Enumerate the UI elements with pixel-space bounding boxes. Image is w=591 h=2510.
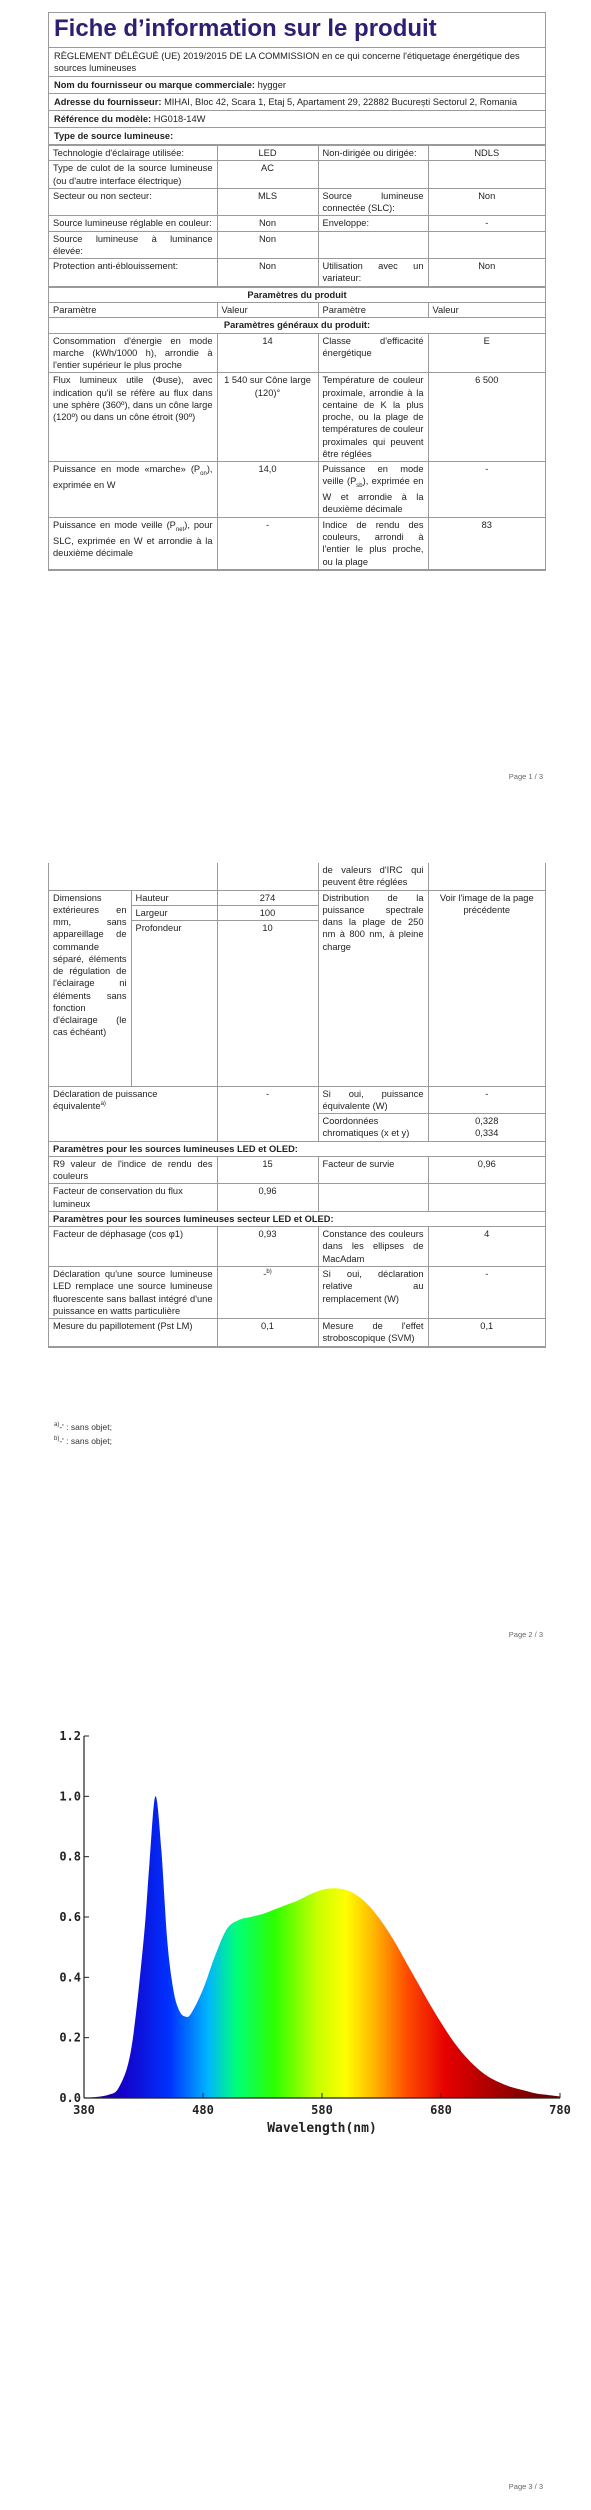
flicker-value: 0,1 bbox=[217, 1319, 318, 1347]
y-tick-label: 0.4 bbox=[59, 1970, 81, 1985]
general-param-value-2: 83 bbox=[428, 517, 545, 569]
source-type-label: Type de culot de la source lumineuse (ou d'autre interface électrique) bbox=[49, 161, 217, 189]
dimensions-names bbox=[131, 890, 217, 1086]
led-replacement-value: -$^{b)}$ bbox=[217, 1266, 318, 1318]
x-tick-label: 380 bbox=[73, 2103, 95, 2117]
source-type-value-2 bbox=[428, 231, 545, 259]
source-type-label-2: Source lumineuse connectée (SLC): bbox=[318, 188, 428, 216]
params-continued-table bbox=[49, 863, 545, 1347]
params-continued-frame bbox=[48, 863, 546, 1348]
source-type-label: Source lumineuse à luminance élevée: bbox=[49, 231, 217, 259]
y-tick-label: 1.0 bbox=[59, 1789, 81, 1804]
cont-empty-1 bbox=[49, 863, 217, 890]
page-footer-2: Page 2 / 3 bbox=[508, 1630, 543, 1639]
product-sheet-frame bbox=[48, 12, 546, 571]
dimensions-values bbox=[217, 890, 318, 1086]
supplier-name-value: hygger bbox=[257, 79, 286, 90]
general-param-value-2: - bbox=[428, 462, 545, 518]
cont-empty-2 bbox=[217, 863, 318, 890]
supplier-name-label: Nom du fournisseur ou marque commerciale: bbox=[54, 79, 255, 90]
supplier-name-line bbox=[49, 77, 545, 94]
mains-params-heading: Paramètres pour les sources lumineuses secteur LED et OLED: bbox=[49, 1211, 545, 1226]
general-param-label-2: Indice de rendu des couleurs, arrondi à l'entier le plus proche, ou la plage bbox=[318, 517, 428, 569]
equivalent-power-note-mark: a) bbox=[100, 1100, 106, 1107]
source-type-value: MLS bbox=[217, 188, 318, 216]
col-header-value-2: Valeur bbox=[428, 302, 545, 317]
replacement-watts-label: Si oui, déclaration relative au remplacement (W) bbox=[318, 1266, 428, 1318]
general-param-label-2: Température de couleur proximale, arrondie à la centaine de K la plus proche, ou la plage de températures de couleur proximales qui peuvent être réglées bbox=[318, 373, 428, 462]
page-footer-3: Page 3 / 3 bbox=[508, 2482, 543, 2491]
general-param-value: 1 540 sur Cône large (120)° bbox=[217, 373, 318, 462]
general-param-label: Flux lumineux utile (Φuse), avec indication qu'il se réfère au flux dans une sphère (360º), dans un cône large (120º) ou dans un cône étroit (90º) bbox=[49, 373, 217, 462]
y-tick-label: 0.6 bbox=[59, 1910, 81, 1924]
col-header-value: Valeur bbox=[217, 302, 318, 317]
source-type-heading: Type de source lumineuse: bbox=[49, 128, 545, 145]
stroboscopic-label: Mesure de l'effet stroboscopique (SVM) bbox=[318, 1319, 428, 1347]
page-2 bbox=[0, 795, 591, 1670]
source-type-row bbox=[49, 146, 545, 161]
source-type-value-2: Non bbox=[428, 188, 545, 216]
general-param-label: Puissance en mode «marche» $(P_{on})$, exprimée en W bbox=[49, 462, 217, 518]
spectrum-area bbox=[84, 1796, 560, 2098]
dim-width-value: 100 bbox=[218, 906, 318, 921]
source-type-label: Protection anti-éblouissement: bbox=[49, 259, 217, 287]
source-type-value-2: Non bbox=[428, 259, 545, 287]
general-param-row bbox=[49, 333, 545, 373]
spectral-value: Voir l'image de la page précédente bbox=[428, 890, 545, 1086]
dim-height-value: 274 bbox=[218, 891, 318, 906]
supplier-address-label: Adresse du fournisseur: bbox=[54, 96, 162, 107]
spectrum-chart bbox=[50, 1728, 571, 2148]
general-params-heading: Paramètres généraux du produit: bbox=[49, 318, 545, 333]
dim-width-label: Largeur bbox=[132, 906, 217, 921]
stroboscopic-value: 0,1 bbox=[428, 1319, 545, 1347]
source-type-value: Non bbox=[217, 231, 318, 259]
phase-factor-label: Facteur de déphasage (cos φ1) bbox=[49, 1227, 217, 1267]
y-tick-label: 0.0 bbox=[59, 2091, 81, 2105]
y-tick-label: 1.2 bbox=[59, 1729, 81, 1743]
dim-height-label: Hauteur bbox=[132, 891, 217, 906]
general-param-value-2: E bbox=[428, 333, 545, 373]
led-params-heading: Paramètres pour les sources lumineuses LED et OLED: bbox=[49, 1141, 545, 1156]
source-type-row bbox=[49, 231, 545, 259]
equivalent-watts-label: Si oui, puissance équivalente (W) bbox=[318, 1086, 428, 1114]
macadam-label: Constance des couleurs dans les ellipses de MacAdam bbox=[318, 1227, 428, 1267]
equivalent-watts-value: - bbox=[428, 1086, 545, 1114]
led-replacement-label: Déclaration qu'une source lumineuse LED remplace une source lumineuse fluorescente sans ballast intégré d'une puissance en watts particulière bbox=[49, 1266, 217, 1318]
chromaticity-y: 0,334 bbox=[475, 1128, 499, 1139]
chromaticity-values bbox=[428, 1114, 545, 1142]
general-param-value-2: 6 500 bbox=[428, 373, 545, 462]
dim-depth-label: Profondeur bbox=[135, 923, 182, 934]
survival-value: 0,96 bbox=[428, 1156, 545, 1184]
params-table bbox=[49, 287, 545, 570]
x-tick-label: 480 bbox=[192, 2103, 214, 2117]
source-type-label-2 bbox=[318, 161, 428, 189]
general-param-label: Consommation d'énergie en mode marche (kWh/1000 h), arrondie à l'entier supérieur le plus proche bbox=[49, 333, 217, 373]
general-param-value: - bbox=[217, 517, 318, 569]
general-param-row bbox=[49, 462, 545, 518]
replacement-watts-value: - bbox=[428, 1266, 545, 1318]
source-type-label: Source lumineuse réglable en couleur: bbox=[49, 216, 217, 231]
chromaticity-label: Coordonnées chromatiques (x et y) bbox=[318, 1114, 428, 1142]
chromaticity-x: 0,328 bbox=[475, 1116, 499, 1127]
source-type-label-2: Non-dirigée ou dirigée: bbox=[318, 146, 428, 161]
model-reference-label: Référence du modèle: bbox=[54, 113, 152, 124]
equivalent-power-label: Déclaration de puissance équivalente$^{a)}$ bbox=[49, 1086, 217, 1141]
page-3 bbox=[0, 1670, 591, 2510]
dim-depth-value: 10 bbox=[262, 923, 273, 934]
x-tick-label: 780 bbox=[549, 2103, 571, 2117]
source-type-row bbox=[49, 216, 545, 231]
page-footer-1: Page 1 / 3 bbox=[508, 772, 543, 781]
source-type-row bbox=[49, 259, 545, 287]
model-reference-line bbox=[49, 111, 545, 128]
source-type-value: AC bbox=[217, 161, 318, 189]
supplier-address-value: MIHAI, Bloc 42, Scara 1, Etaj 5, Apartament 29, 22882 București Sectorul 2, Romania bbox=[164, 96, 518, 107]
flux-maintenance-label: Facteur de conservation du flux lumineux bbox=[49, 1184, 217, 1212]
spectrum-chart-svg bbox=[50, 1728, 571, 2148]
source-type-label-2: Utilisation avec un variateur: bbox=[318, 259, 428, 287]
dimensions-label: Dimensions extérieures en mm, sans appareillage de commande séparé, éléments de régulation de l'éclairage ni éléments sans fonction d'éclairage (le cas échéant) bbox=[49, 890, 131, 1086]
source-type-label-2: Enveloppe: bbox=[318, 216, 428, 231]
general-param-label-2: Puissance en mode veille $(P_{sb})$, exprimée en W et arrondie à la deuxième décimale bbox=[318, 462, 428, 518]
x-tick-label: 580 bbox=[311, 2103, 333, 2117]
flicker-label: Mesure du papillotement (Pst LM) bbox=[49, 1319, 217, 1347]
footnotes bbox=[54, 1421, 112, 1448]
cri-continued: de valeurs d'IRC qui peuvent être réglées bbox=[318, 863, 428, 890]
general-param-label: Puissance en mode veille $(P_{net})$, pour SLC, exprimée en W et arrondie à la deuxième décimale bbox=[49, 517, 217, 569]
r9-value: 15 bbox=[217, 1156, 318, 1184]
col-header-param: Paramètre bbox=[49, 302, 217, 317]
source-type-row bbox=[49, 188, 545, 216]
flux-empty-1 bbox=[318, 1184, 428, 1212]
footnote-a: $^{a)}$-' : sans objet; bbox=[54, 1422, 112, 1432]
source-type-label: Secteur ou non secteur: bbox=[49, 188, 217, 216]
supplier-address-line bbox=[49, 94, 545, 111]
equivalent-power-value: - bbox=[217, 1086, 318, 1141]
r9-label: R9 valeur de l'indice de rendu des couleurs bbox=[49, 1156, 217, 1184]
y-tick-label: 0.2 bbox=[59, 2030, 81, 2045]
source-type-row bbox=[49, 161, 545, 189]
source-type-value-2: NDLS bbox=[428, 146, 545, 161]
general-param-value: 14 bbox=[217, 333, 318, 373]
x-tick-label: 680 bbox=[430, 2103, 452, 2117]
source-type-label-2 bbox=[318, 231, 428, 259]
page-1 bbox=[0, 0, 591, 795]
source-type-value-2 bbox=[428, 161, 545, 189]
cont-empty-3 bbox=[428, 863, 545, 890]
y-tick-label: 0.8 bbox=[59, 1849, 81, 1864]
source-type-value: Non bbox=[217, 259, 318, 287]
source-type-value: Non bbox=[217, 216, 318, 231]
general-param-row bbox=[49, 373, 545, 462]
general-param-value: 14,0 bbox=[217, 462, 318, 518]
source-type-value: LED bbox=[217, 146, 318, 161]
x-axis-label: Wavelength(nm) bbox=[267, 2121, 377, 2136]
regulation-text: RÈGLEMENT DÉLÉGUÉ (UE) 2019/2015 DE LA COMMISSION en ce qui concerne l'étiquetage énergétique des sources lumineuses bbox=[49, 48, 545, 77]
spectral-label: Distribution de la puissance spectrale dans la plage de 250 nm à 800 nm, à pleine charge bbox=[318, 890, 428, 1086]
led-replacement-note-mark: b) bbox=[266, 1268, 272, 1275]
col-header-param-2: Paramètre bbox=[318, 302, 428, 317]
params-heading: Paramètres du produit bbox=[49, 287, 545, 302]
flux-empty-2 bbox=[428, 1184, 545, 1212]
survival-label: Facteur de survie bbox=[318, 1156, 428, 1184]
model-reference-value: HG018-14W bbox=[153, 113, 206, 124]
phase-factor-value: 0,93 bbox=[217, 1227, 318, 1267]
flux-maintenance-value: 0,96 bbox=[217, 1184, 318, 1212]
general-param-row bbox=[49, 517, 545, 569]
footnote-b: $^{b)}$-' : sans objet; bbox=[54, 1435, 112, 1446]
source-type-label: Technologie d'éclairage utilisée: bbox=[49, 146, 217, 161]
macadam-value: 4 bbox=[428, 1227, 545, 1267]
general-param-label-2: Classe d'efficacité énergétique bbox=[318, 333, 428, 373]
page-title: Fiche d’information sur le produit bbox=[49, 13, 545, 48]
source-type-table bbox=[49, 145, 545, 287]
source-type-value-2: - bbox=[428, 216, 545, 231]
